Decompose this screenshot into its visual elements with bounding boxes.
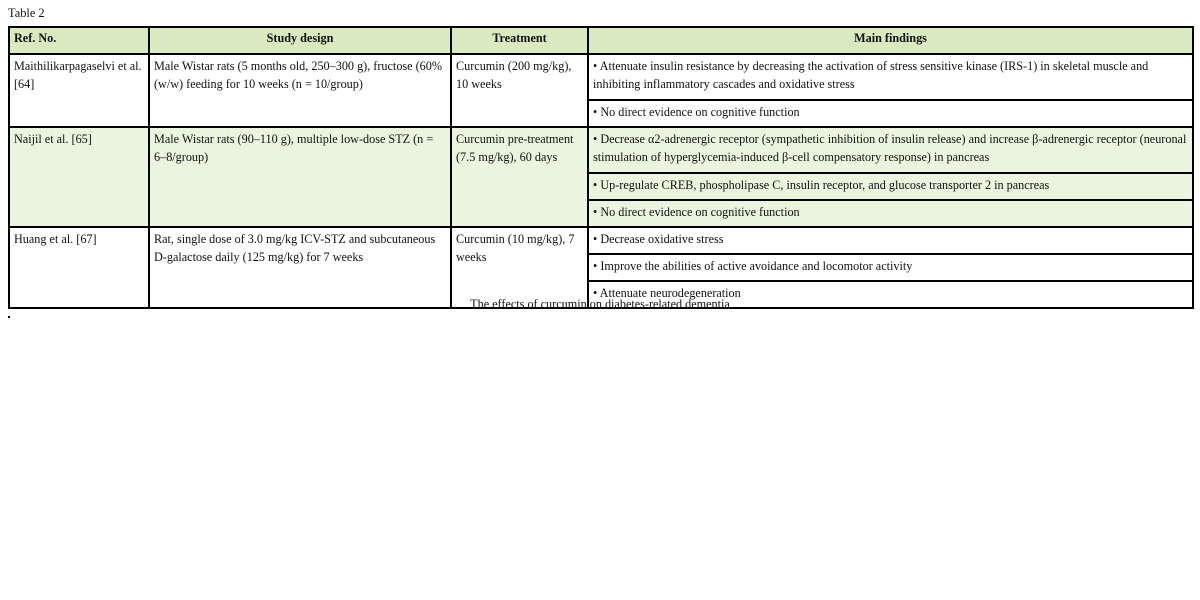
- table-caption: The effects of curcumin on diabetes-related dementia: [470, 297, 730, 311]
- table-label: Table 2: [8, 6, 45, 20]
- table-row: [9, 127, 1193, 173]
- header-study-design: Study design: [149, 27, 451, 54]
- table-row: [9, 54, 1193, 100]
- header-treatment: Treatment: [451, 27, 588, 54]
- study-design-cell: Rat, single dose of 3.0 mg/kg ICV-STZ and subcutaneous D-galactose daily (125 mg/kg) for 7 weeks: [149, 227, 451, 308]
- finding-cell: • Decrease oxidative stress: [588, 227, 1193, 254]
- finding-cell: • Attenuate insulin resistance by decreasing the activation of stress sensitive kinase (IRS-1) in skeletal muscle and inhibiting inflammatory cascades and oxidative stress: [588, 54, 1193, 100]
- finding-cell: • No direct evidence on cognitive function: [588, 100, 1193, 127]
- ref-cell: Naijil et al. [65]: [9, 127, 149, 227]
- finding-cell: • Attenuate neurodegeneration: [588, 281, 1193, 308]
- ref-cell: Huang et al. [67]: [9, 227, 149, 308]
- findings-table: [8, 26, 1194, 309]
- finding-cell: • Up-regulate CREB, phospholipase C, insulin receptor, and glucose transporter 2 in pancreas: [588, 173, 1193, 200]
- study-design-cell: Male Wistar rats (90–110 g), multiple low-dose STZ (n = 6–8/group): [149, 127, 451, 227]
- finding-cell: • Improve the abilities of active avoidance and locomotor activity: [588, 254, 1193, 281]
- header-row: [9, 27, 1193, 54]
- finding-cell: • Decrease α2-adrenergic receptor (sympathetic inhibition of insulin release) and increase β-adrenergic receptor (neuronal stimulation of hyperglycemia-induced β-cell compensatory response) in pancreas: [588, 127, 1193, 173]
- study-design-cell: Male Wistar rats (5 months old, 250–300 g), fructose (60% (w/w) feeding for 10 weeks (n = 10/group): [149, 54, 451, 127]
- header-main-findings: Main findings: [588, 27, 1193, 54]
- header-ref: Ref. No.: [9, 27, 149, 54]
- treatment-cell: Curcumin (200 mg/kg), 10 weeks: [451, 54, 588, 127]
- stray-dot: [8, 316, 10, 318]
- treatment-cell: Curcumin (10 mg/kg), 7 weeks: [451, 227, 588, 308]
- finding-cell: • No direct evidence on cognitive function: [588, 200, 1193, 227]
- treatment-cell: Curcumin pre-treatment (7.5 mg/kg), 60 days: [451, 127, 588, 227]
- ref-cell: Maithilikarpagaselvi et al. [64]: [9, 54, 149, 127]
- table-row: [9, 227, 1193, 254]
